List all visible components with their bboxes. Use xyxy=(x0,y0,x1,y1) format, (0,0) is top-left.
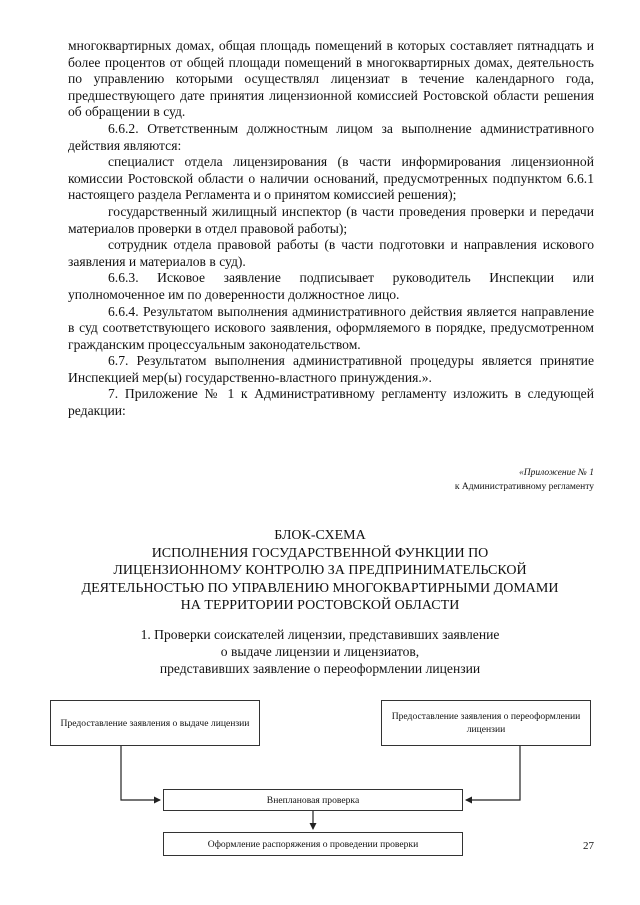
paragraph-6: 6.6.3. Исковое заявление подписывает руководитель Инспекции или уполномоченное им по доверенности должностное лицо. xyxy=(68,270,594,302)
section-heading xyxy=(40,626,600,678)
paragraph-1: многоквартирных домах, общая площадь помещений в которых составляет пятнадцать и более процентов от общей площади помещений в многоквартирных домах, деятельность по управлению которыми осуществлял лицензиат в течение календарного года, предшествующего дате принятия лицензионной комиссией Ростовской области решения об обращении в суд. xyxy=(68,38,594,120)
paragraph-5: сотрудник отдела правовой работы (в части подготовки и направления искового заявления и материалов в суд). xyxy=(68,237,594,269)
box-unscheduled-label: Внеплановая проверка xyxy=(266,794,360,806)
connector-issue-to-unscheduled xyxy=(121,746,160,800)
paragraph-8: 6.7. Результатом выполнения административной процедуры является принятие Инспекцией мер(ы) государственно-властного принуждения.». xyxy=(68,353,594,385)
box-license-issue-application xyxy=(50,700,260,746)
appendix-note-line-1: «Приложение № 1 xyxy=(519,468,594,478)
flowchart-title xyxy=(40,527,600,615)
title-line-1: БЛОК-СХЕМА xyxy=(274,528,366,543)
paragraph-2: 6.6.2. Ответственным должностным лицом за выполнение административного действия являются: xyxy=(68,120,594,153)
box-license-reissue-label: Предоставление заявления о переоформлении лицензии xyxy=(391,711,581,735)
paragraph-9: 7. Приложение № 1 к Административному регламенту изложить в следующей редакции: xyxy=(68,386,594,419)
box-inspection-order xyxy=(163,832,463,856)
paragraph-7: 6.6.4. Результатом выполнения административного действия является направление в суд соответствующего искового заявления, оформляемого в порядке, предусмотренном гражданским процессуальным законодательством. xyxy=(68,303,594,352)
box-unscheduled-inspection xyxy=(163,789,463,811)
title-line-2: ИСПОЛНЕНИЯ ГОСУДАРСТВЕННОЙ ФУНКЦИИ ПО xyxy=(151,545,489,561)
subtitle-line-3: представивших заявление о переоформлении лицензии xyxy=(159,661,481,677)
paragraph-4: государственный жилищный инспектор (в части проведения проверки и передачи материалов проверки в отдел правовой работы); xyxy=(68,203,594,236)
box-license-reissue-application xyxy=(381,700,591,746)
subtitle-line-2: о выдаче лицензии и лицензиатов, xyxy=(220,644,420,660)
title-line-3: ЛИЦЕНЗИОННОМУ КОНТРОЛЮ ЗА ПРЕДПРИНИМАТЕЛЬСКОЙ xyxy=(113,563,527,578)
paragraph-3: специалист отдела лицензирования (в части информирования лицензионной комиссии Ростовской области о наличии оснований, предусмотренных подпунктом 6.6.1 настоящего раздела Регламента и о принятом комиссией решения); xyxy=(68,154,594,203)
box-inspection-order-label: Оформление распоряжения о проведении проверки xyxy=(207,838,419,850)
connector-reissue-to-unscheduled xyxy=(466,746,520,800)
page-number: 27 xyxy=(583,840,594,852)
appendix-note-line-2: к Административному регламенту xyxy=(454,482,594,492)
subtitle-line-1: 1. Проверки соискателей лицензии, представивших заявление xyxy=(140,627,500,642)
box-license-issue-label: Предоставление заявления о выдаче лицензии xyxy=(60,717,250,729)
title-line-4: ДЕЯТЕЛЬНОСТЬЮ ПО УПРАВЛЕНИЮ МНОГОКВАРТИРНЫМИ ДОМАМИ xyxy=(81,580,559,596)
appendix-note xyxy=(455,466,594,494)
body-text xyxy=(68,38,594,420)
title-line-5: НА ТЕРРИТОРИИ РОСТОВСКОЙ ОБЛАСТИ xyxy=(180,598,460,613)
